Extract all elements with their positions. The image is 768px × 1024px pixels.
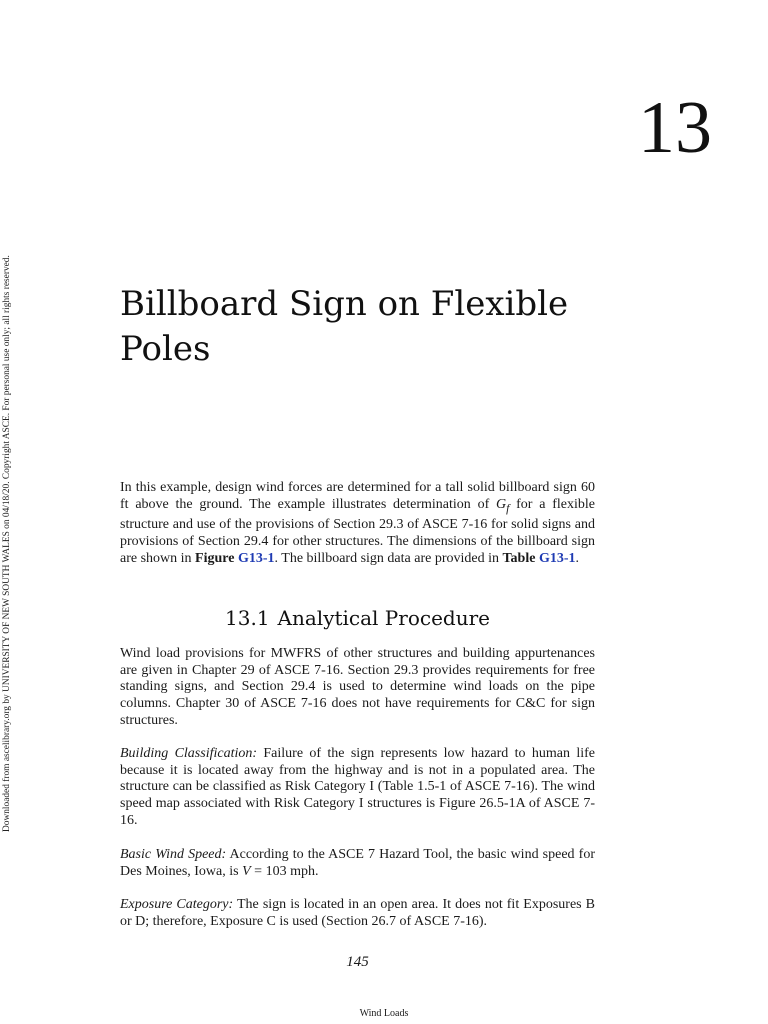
building-classification-paragraph (120, 746, 595, 830)
building-classification-text: Failure of the sign represents low hazard to human life because it is located away from the highway and is not in a populated area. The structure can be classified as Risk Category I (Table 1.5-1 of ASCE 7-16). The wind speed map associated with Risk Category I structures is Figure 26.5-1A of ASCE 7-16. (120, 746, 596, 828)
exposure-category-paragraph (120, 897, 595, 930)
exposure-category-text: The sign is located in an open area. It does not fit Exposures B or D; therefore, Exposure C is used (Section 26.7 of ASCE 7-16). (120, 897, 595, 929)
chapter-title (120, 282, 660, 372)
basic-wind-speed-text: According to the ASCE 7 Hazard Tool, the basic wind speed for Des Moines, Iowa, is (120, 847, 595, 879)
wind-speed-variable: V (242, 863, 251, 879)
exposure-category-label: Exposure Category: (120, 897, 234, 912)
section-heading (120, 604, 595, 632)
page-number: 145 (346, 954, 369, 970)
provisions-paragraph: Wind load provisions for MWFRS of other structures and building appurtenances are given in Chapter 29 of ASCE 7-16. Section 29.3 provides requirements for free standing signs, and Section 29.4 is used to determine wind loads on the pipe columns. Chapter 30 of ASCE 7-16 does not have requirements for C&C for sign structures. (120, 646, 595, 728)
chapter-title-line-1: Billboard Sign on Flexible (120, 284, 569, 324)
figure-word: Figure (195, 550, 235, 566)
basic-wind-speed-label: Basic Wind Speed: (120, 847, 227, 862)
wind-speed-value: = 103 mph. (250, 863, 319, 879)
chapter-title-line-2: Poles (120, 329, 211, 369)
basic-wind-speed-paragraph (120, 847, 595, 880)
gust-factor-symbol: $G_f$ (496, 496, 510, 515)
building-classification-label: Building Classification: (120, 746, 258, 761)
section-number: 13.1 (225, 606, 270, 630)
figure-link[interactable]: G13-1 (237, 550, 275, 566)
section-title: Analytical Procedure (277, 606, 490, 630)
table-word: Table (502, 550, 536, 566)
download-notice: Downloaded from ascelibrary.org by UNIVERSITY OF NEW SOUTH WALES on 04/18/20. Copyright ASCE. For personal use only; all rights reserved. (2, 255, 12, 832)
footer-title: Wind Loads (359, 1008, 409, 1019)
intro-text-4: . (575, 550, 579, 566)
intro-text-2: for a flexible structure and use of the provisions of Section 29.3 of ASCE 7-16 for solid signs and provisions of Section 29.4 for other structures. The dimensions of the billboard sign are shown in (120, 496, 595, 566)
intro-text-1: In this example, design wind forces are determined for a tall solid billboard sign 60 ft above the ground. The example illustrates determination of (120, 480, 595, 512)
intro-paragraph (120, 480, 595, 567)
table-link[interactable]: G13-1 (538, 550, 576, 566)
intro-text-3: . The billboard sign data are provided in (274, 550, 503, 566)
chapter-number: 13 (638, 87, 712, 169)
